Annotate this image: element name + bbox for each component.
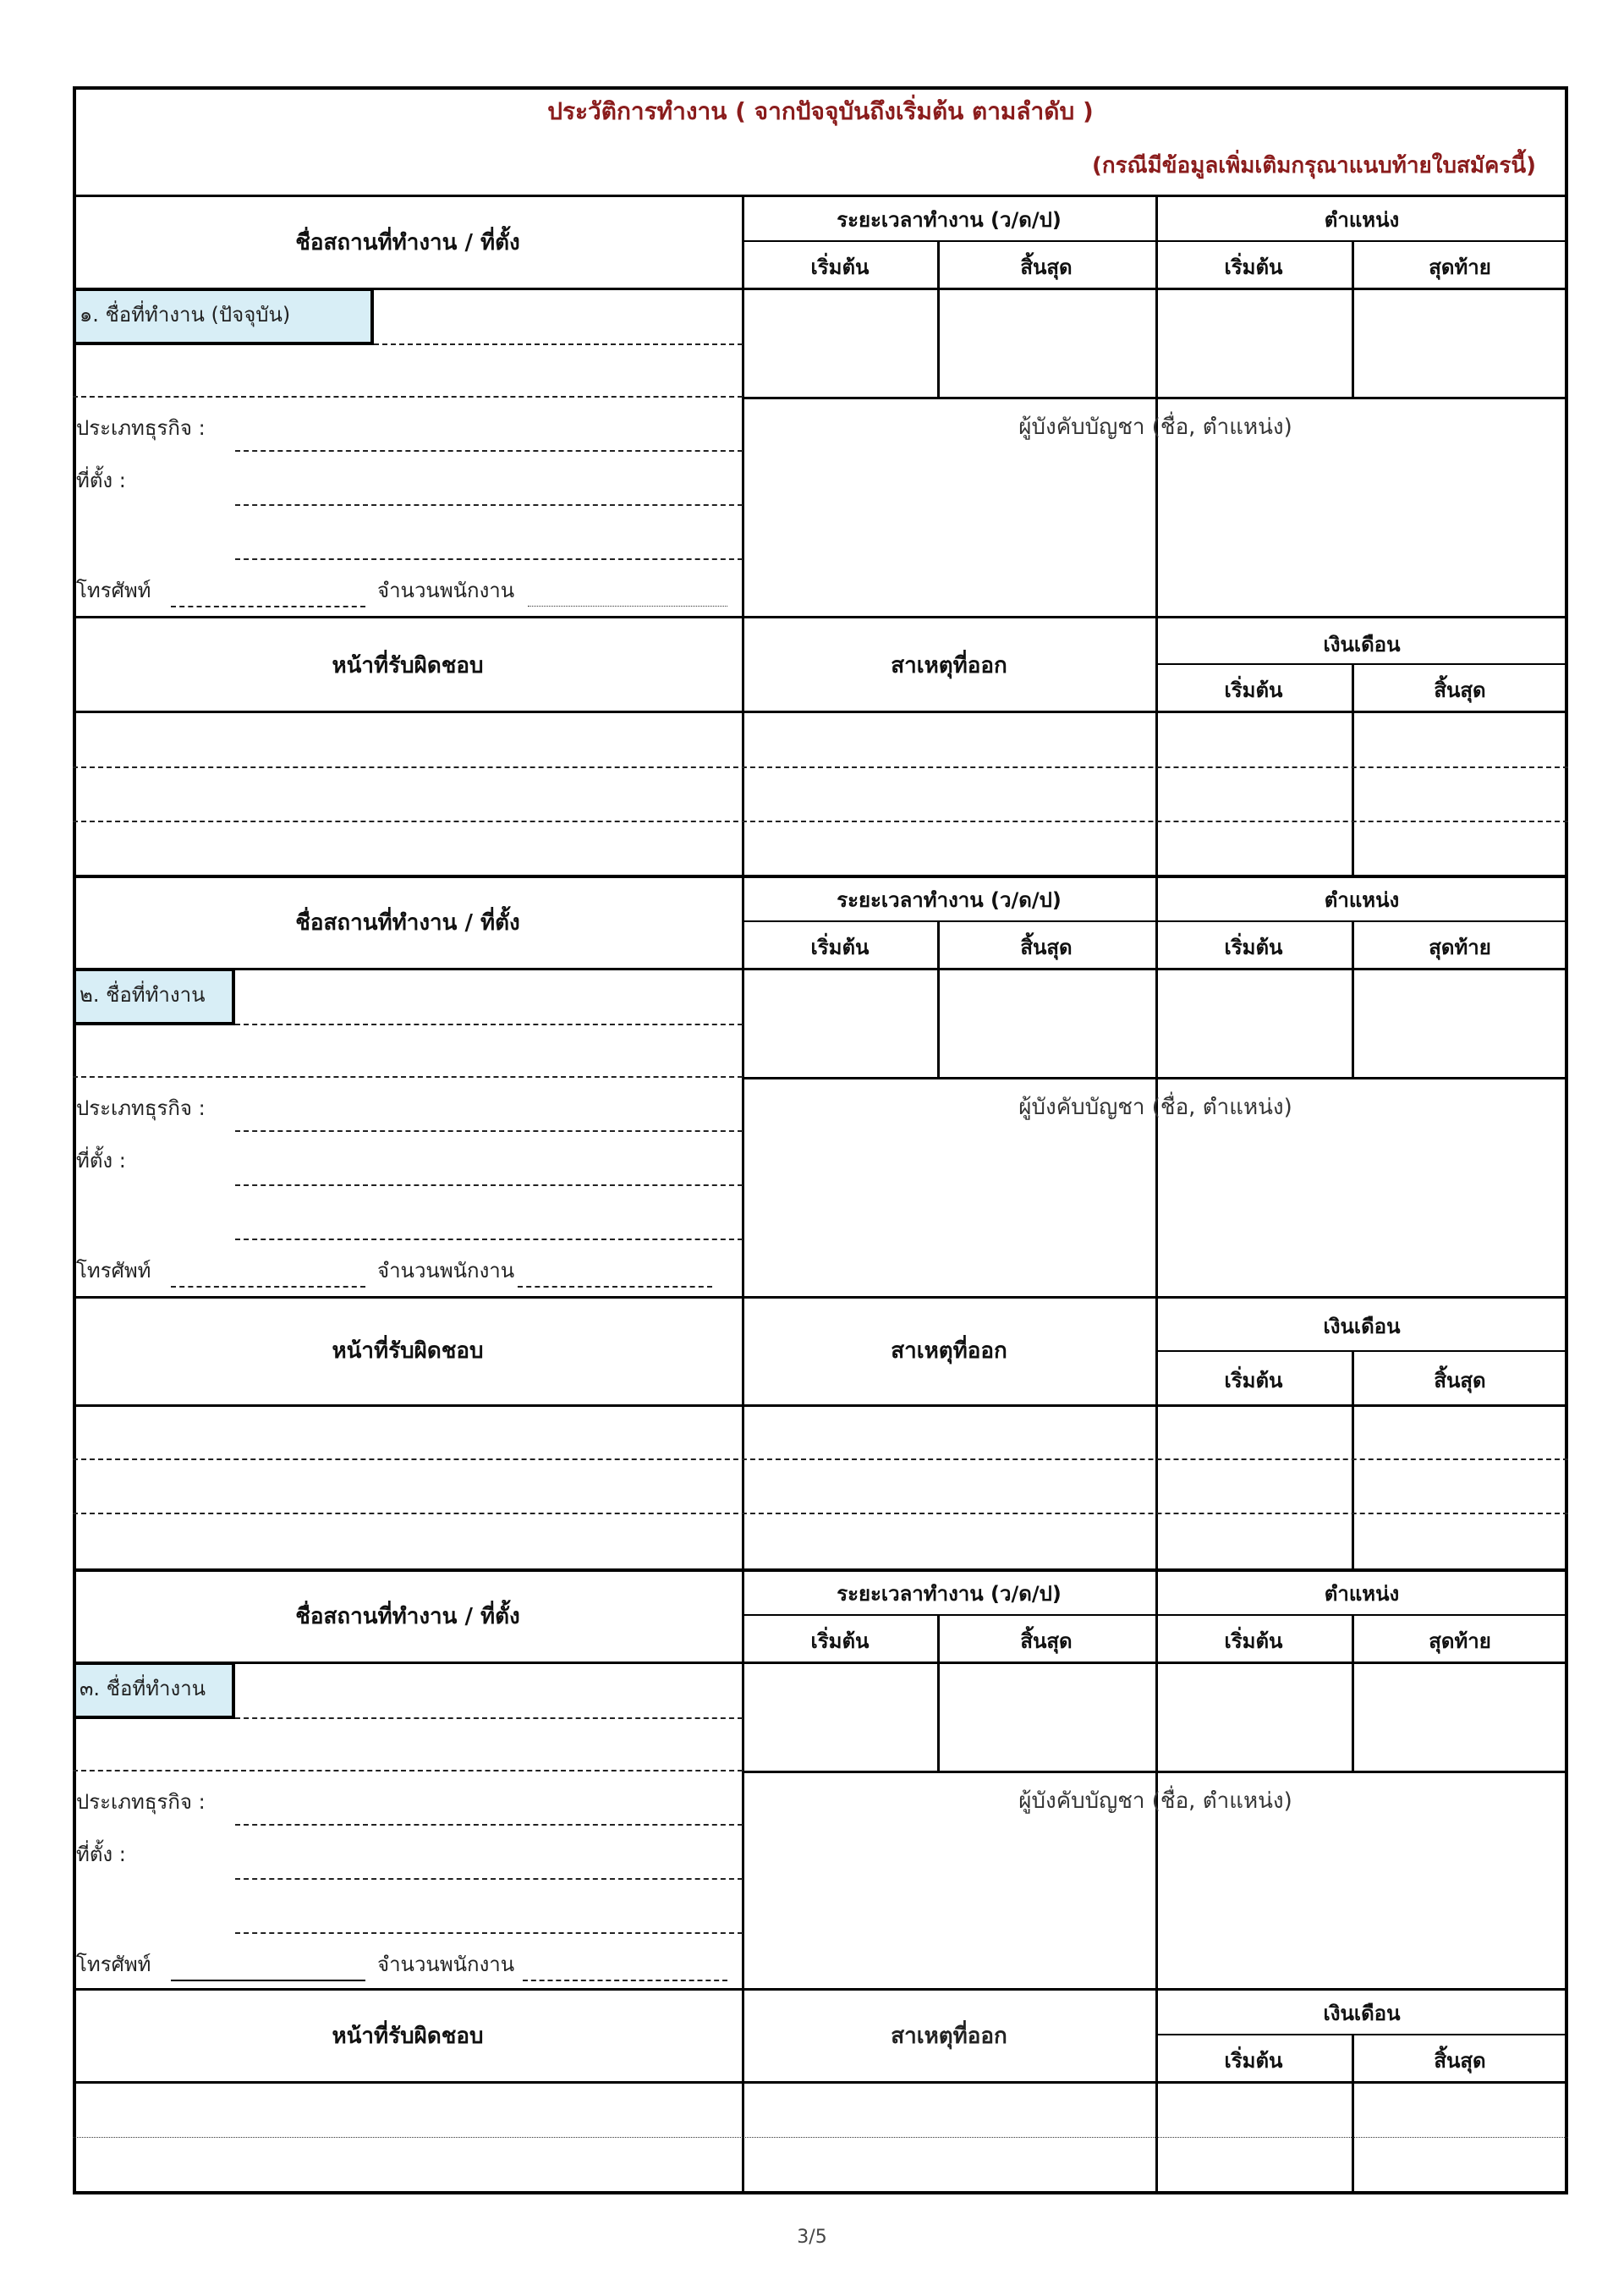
duties-header: หน้าที่รับผิดชอบ bbox=[332, 2024, 484, 2049]
page-number: 3/5 bbox=[797, 2227, 827, 2248]
business-type-label: ประเภทธุรกิจ : bbox=[76, 1790, 206, 1814]
employees-field[interactable] bbox=[528, 606, 727, 607]
period-header: ระยะเวลาทำงาน (ว/ด/ป) bbox=[837, 208, 1062, 232]
location-label: ที่ตั้ง : bbox=[76, 469, 126, 492]
divider bbox=[1155, 663, 1568, 665]
job-name-label: ๑. ชื่อที่ทำงาน (ปัจจุบัน) bbox=[73, 288, 374, 345]
divider bbox=[73, 1988, 1568, 1991]
business-type-label: ประเภทธุรกิจ : bbox=[76, 416, 206, 440]
job-name-field[interactable] bbox=[374, 343, 743, 345]
phone-field[interactable] bbox=[171, 1286, 365, 1288]
duties-header: หน้าที่รับผิดชอบ bbox=[332, 653, 484, 678]
job-name-field[interactable] bbox=[235, 1024, 743, 1025]
position-start-header: เริ่มต้น bbox=[1224, 1629, 1283, 1653]
location-field[interactable] bbox=[235, 504, 743, 506]
phone-field[interactable] bbox=[171, 606, 365, 607]
salary-start-header: เริ่มต้น bbox=[1224, 1369, 1283, 1392]
employees-field[interactable] bbox=[518, 1286, 712, 1288]
location-field[interactable] bbox=[235, 1184, 743, 1186]
job-name-label: ๒. ชื่อที่ทำงาน bbox=[73, 968, 235, 1025]
divider bbox=[1155, 1350, 1568, 1352]
job-name-field[interactable] bbox=[235, 1717, 743, 1719]
page-title: ประวัติการทำงาน ( จากปัจจุบันถึงเริ่มต้น ตามลำดับ ) bbox=[547, 97, 1094, 125]
position-header: ตำแหน่ง bbox=[1324, 888, 1400, 912]
position-start-header: เริ่มต้น bbox=[1224, 936, 1283, 959]
divider bbox=[1155, 2034, 1568, 2035]
salary-header: เงินเดือน bbox=[1323, 2002, 1401, 2025]
period-start-header: เริ่มต้น bbox=[810, 255, 870, 279]
period-header: ระยะเวลาทำงาน (ว/ด/ป) bbox=[837, 1582, 1062, 1606]
location-label: ที่ตั้ง : bbox=[76, 1149, 126, 1173]
divider bbox=[73, 616, 1568, 618]
phone-label: โทรศัพท์ bbox=[76, 1953, 151, 1976]
employees-field[interactable] bbox=[523, 1980, 727, 1981]
position-last-header: สุดท้าย bbox=[1429, 936, 1491, 959]
position-last-header: สุดท้าย bbox=[1429, 1629, 1491, 1653]
workplace-header: ชื่อสถานที่ทำงาน / ที่ตั้ง bbox=[295, 1604, 520, 1629]
divider bbox=[1155, 1568, 1158, 2194]
job-name-field-2[interactable] bbox=[73, 1076, 743, 1078]
location-field-2[interactable] bbox=[235, 1239, 743, 1240]
divider bbox=[743, 1077, 1568, 1079]
salary-end-header: สิ้นสุด bbox=[1434, 678, 1486, 702]
divider bbox=[743, 397, 1568, 399]
position-last-header: สุดท้าย bbox=[1429, 255, 1491, 279]
business-type-field[interactable] bbox=[235, 1130, 743, 1132]
salary-header: เงินเดือน bbox=[1323, 1315, 1401, 1338]
period-start-header: เริ่มต้น bbox=[810, 1629, 870, 1653]
supervisor-label: ผู้บังคับบัญชา (ชื่อ, ตำแหน่ง) bbox=[1018, 1095, 1292, 1120]
salary-start-header: เริ่มต้น bbox=[1224, 678, 1283, 702]
location-field[interactable] bbox=[235, 1878, 743, 1880]
duties-header: หน้าที่รับผิดชอบ bbox=[332, 1338, 484, 1364]
workplace-header: ชื่อสถานที่ทำงาน / ที่ตั้ง bbox=[295, 910, 520, 936]
divider bbox=[73, 1662, 1568, 1664]
employees-label: จำนวนพนักงาน bbox=[377, 579, 515, 602]
divider bbox=[73, 1568, 1568, 1572]
divider bbox=[73, 711, 1568, 713]
divider bbox=[73, 1296, 1568, 1299]
job-name-label: ๓. ชื่อที่ทำงาน bbox=[73, 1662, 235, 1719]
phone-field[interactable] bbox=[171, 1980, 365, 1981]
salary-start-header: เริ่มต้น bbox=[1224, 2049, 1283, 2073]
location-field-2[interactable] bbox=[235, 1932, 743, 1934]
position-header: ตำแหน่ง bbox=[1324, 208, 1400, 232]
phone-label: โทรศัพท์ bbox=[76, 579, 151, 602]
position-header: ตำแหน่ง bbox=[1324, 1582, 1400, 1606]
job-name-field-2[interactable] bbox=[73, 396, 743, 398]
period-end-header: สิ้นสุด bbox=[1020, 255, 1073, 279]
supervisor-label: ผู้บังคับบัญชา (ชื่อ, ตำแหน่ง) bbox=[1018, 1788, 1292, 1814]
salary-end-header: สิ้นสุด bbox=[1434, 1369, 1486, 1392]
period-header: ระยะเวลาทำงาน (ว/ด/ป) bbox=[837, 888, 1062, 912]
leave-reason-header: สาเหตุที่ออก bbox=[891, 2024, 1007, 2049]
position-start-header: เริ่มต้น bbox=[1224, 255, 1283, 279]
duties-line[interactable] bbox=[73, 1458, 1568, 1460]
duties-line[interactable] bbox=[73, 821, 1568, 822]
divider bbox=[73, 968, 1568, 970]
duties-line[interactable] bbox=[73, 766, 1568, 768]
supervisor-label: ผู้บังคับบัญชา (ชื่อ, ตำแหน่ง) bbox=[1018, 415, 1292, 440]
period-end-header: สิ้นสุด bbox=[1020, 1629, 1073, 1653]
salary-end-header: สิ้นสุด bbox=[1434, 2049, 1486, 2073]
divider bbox=[73, 1404, 1568, 1407]
business-type-field[interactable] bbox=[235, 450, 743, 452]
workplace-header: ชื่อสถานที่ทำงาน / ที่ตั้ง bbox=[295, 230, 520, 255]
business-type-field[interactable] bbox=[235, 1824, 743, 1826]
divider bbox=[743, 1771, 1568, 1773]
note-text: (กรณีมีข้อมูลเพิ่มเติมกรุณาแนบท้ายใบสมัครนี้) bbox=[1091, 153, 1536, 179]
location-field-2[interactable] bbox=[235, 558, 743, 560]
period-end-header: สิ้นสุด bbox=[1020, 936, 1073, 959]
divider bbox=[742, 1568, 744, 2194]
divider bbox=[73, 875, 1568, 878]
business-type-label: ประเภทธุรกิจ : bbox=[76, 1096, 206, 1120]
employees-label: จำนวนพนักงาน bbox=[377, 1953, 515, 1976]
location-label: ที่ตั้ง : bbox=[76, 1843, 126, 1866]
duties-line[interactable] bbox=[73, 2137, 1568, 2138]
divider bbox=[73, 2081, 1568, 2084]
leave-reason-header: สาเหตุที่ออก bbox=[891, 1338, 1007, 1364]
salary-header: เงินเดือน bbox=[1323, 633, 1401, 656]
employees-label: จำนวนพนักงาน bbox=[377, 1259, 515, 1283]
job-name-field-2[interactable] bbox=[73, 1770, 743, 1771]
period-start-header: เริ่มต้น bbox=[810, 936, 870, 959]
leave-reason-header: สาเหตุที่ออก bbox=[891, 653, 1007, 678]
duties-line[interactable] bbox=[73, 1513, 1568, 1514]
phone-label: โทรศัพท์ bbox=[76, 1259, 151, 1283]
divider bbox=[73, 195, 1568, 197]
